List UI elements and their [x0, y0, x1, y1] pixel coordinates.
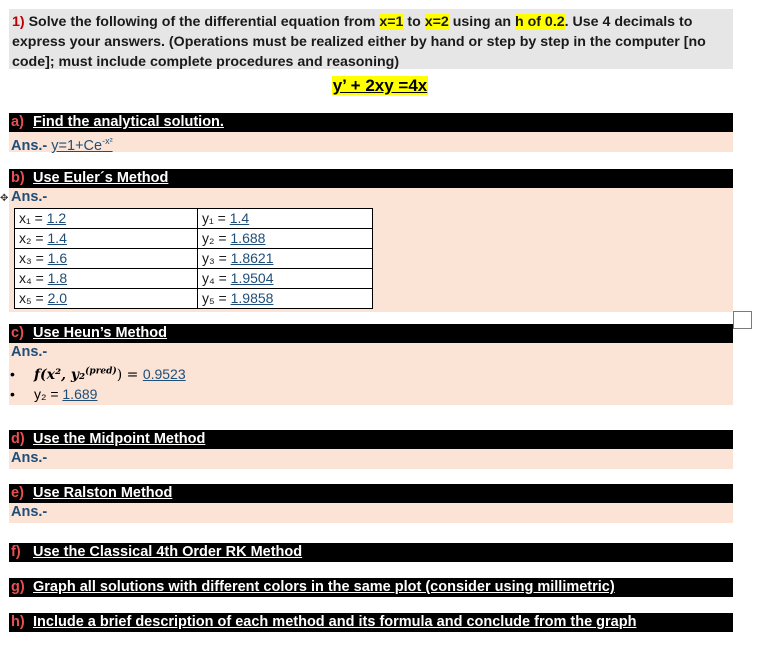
table-move-handle-icon[interactable]: ✥ — [0, 193, 9, 204]
euler-y-cell: y₅ = 1.9858 — [198, 289, 373, 309]
section-d-ans-label: Ans.- — [11, 450, 48, 466]
section-a-header — [9, 113, 733, 132]
section-b-letter: b) — [11, 170, 25, 186]
question-block — [9, 9, 733, 69]
section-h-letter: h) — [11, 614, 25, 630]
section-a-title: Find the analytical solution. — [33, 114, 224, 130]
question-number: 1) — [12, 14, 25, 30]
euler-table-row — [15, 249, 373, 269]
section-g-letter: g) — [11, 579, 25, 595]
euler-x-cell: x₃ = 1.6 — [15, 249, 198, 269]
section-f-title: Use the Classical 4th Order RK Method — [33, 544, 303, 560]
section-f-letter: f) — [11, 544, 21, 560]
euler-y-cell: y₄ = 1.9504 — [198, 269, 373, 289]
euler-y-cell: y₂ = 1.688 — [198, 229, 373, 249]
euler-table-row — [15, 289, 373, 309]
euler-x-cell: x₂ = 1.4 — [15, 229, 198, 249]
euler-table — [14, 208, 373, 309]
euler-table-row — [15, 229, 373, 249]
highlight-step: h of 0.2 — [514, 14, 565, 30]
equation-line — [0, 76, 760, 96]
section-f-header — [9, 543, 733, 562]
euler-y-cell: y₃ = 1.8621 — [198, 249, 373, 269]
section-e-title: Use Ralston Method — [33, 485, 173, 501]
heun-bullet-1: • f(x², y₂$^{(pred)}$) = 0.9523 — [10, 366, 186, 383]
section-a-ans-label: Ans.- — [11, 137, 48, 154]
highlight-to: x=2 — [424, 14, 449, 30]
section-a-ans-value: y=1+Ce — [51, 137, 103, 154]
section-a-ans-exponent: -x² — [102, 136, 113, 146]
euler-table-row — [15, 269, 373, 289]
section-e-letter: e) — [11, 485, 24, 501]
section-h-header — [9, 613, 733, 632]
heun-formula: f(x², y₂ — [34, 367, 86, 383]
euler-x-cell: x₅ = 2.0 — [15, 289, 198, 309]
section-c-header — [9, 324, 733, 343]
section-b-ans-label: Ans.- — [11, 189, 48, 205]
section-a-letter: a) — [11, 114, 24, 130]
heun-bullet-2 — [10, 386, 97, 402]
bullet-icon: • — [10, 386, 15, 402]
section-c-title: Use Heun’s Method — [33, 325, 168, 341]
section-c-letter: c) — [11, 325, 24, 341]
heun-y2-value: 1.689 — [62, 386, 98, 402]
section-h-title: Include a brief description of each method and its formula and conclude from the graph — [33, 614, 637, 630]
section-g-title: Graph all solutions with different colors in the same plot (consider using millimetric) — [33, 579, 615, 595]
question-text: 1) Solve the following of the differential equation from x=1 to x=2 using an h of 0.2. Use 4 decimals to express your answers. (Operations must be realized either by hand or step by step in the computer [no code]; must include complete procedures and reasoning) — [12, 14, 706, 70]
section-b-header — [9, 169, 733, 188]
equation: y’ + 2xy =4x — [332, 76, 428, 95]
heun-formula-value: 0.9523 — [142, 366, 186, 382]
section-d-answer — [9, 449, 733, 469]
section-e-header — [9, 484, 733, 503]
section-a-answer — [9, 132, 733, 152]
euler-y-cell: y₁ = 1.4 — [198, 209, 373, 229]
section-e-answer — [9, 503, 733, 523]
euler-x-cell: x₁ = 1.2 — [15, 209, 198, 229]
highlight-from: x=1 — [379, 14, 404, 30]
checkbox[interactable] — [733, 311, 752, 329]
section-e-ans-label: Ans.- — [11, 504, 48, 520]
euler-x-cell: x₄ = 1.8 — [15, 269, 198, 289]
section-d-header — [9, 430, 733, 449]
euler-table-row — [15, 209, 373, 229]
heun-formula-sup: (pred) — [85, 366, 117, 377]
section-c-ans-label: Ans.- — [11, 344, 48, 360]
section-g-header — [9, 578, 733, 597]
section-d-letter: d) — [11, 431, 25, 447]
section-d-title: Use the Midpoint Method — [33, 431, 206, 447]
bullet-icon: • — [10, 366, 15, 382]
heun-y2-label: y₂ = — [34, 386, 63, 402]
section-b-title: Use Euler´s Method — [33, 170, 169, 186]
